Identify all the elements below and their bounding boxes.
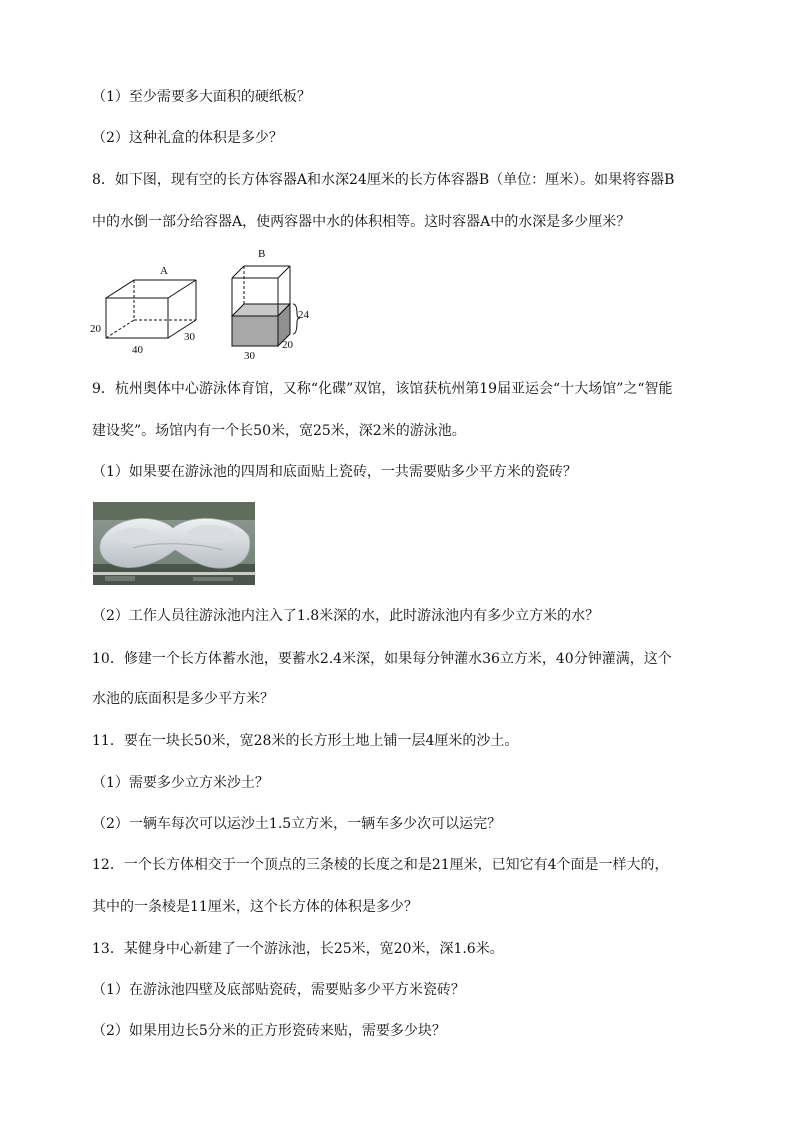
question-12-line-2: 其中的一条棱是11厘米，这个长方体的体积是多少？ xyxy=(92,899,418,915)
container-a-height: 20 xyxy=(90,323,101,335)
containers-figure xyxy=(86,244,326,364)
question-9-line-1: 9．杭州奥体中心游泳体育馆，又称“化碟”双馆，该馆获杭州第19届亚运会“十大场馆”之“智能 xyxy=(92,381,673,397)
question-7-part-1: （1）至少需要多大面积的硬纸板？ xyxy=(92,89,311,105)
container-a-length: 40 xyxy=(132,344,143,356)
question-13-part-1: （1）在游泳池四壁及底部贴瓷砖，需要贴多少平方米瓷砖？ xyxy=(92,982,465,998)
container-b xyxy=(232,266,300,346)
venue-photo xyxy=(93,502,255,585)
container-b-water-depth: 24 xyxy=(298,309,309,321)
container-b-width: 20 xyxy=(282,339,293,351)
question-9-line-2: 建设奖”。场馆内有一个长50米，宽25米，深2米的游泳池。 xyxy=(92,423,466,439)
question-11: 11．要在一块长50米，宽28米的长方形土地上铺一层4厘米的沙土。 xyxy=(92,733,519,749)
question-13: 13．某健身中心新建了一个游泳池，长25米，宽20米，深1.6米。 xyxy=(92,941,504,957)
container-a xyxy=(106,280,196,338)
question-12-line-1: 12．一个长方体相交于一个顶点的三条棱的长度之和是21厘米，已知它有4个面是一样大的， xyxy=(92,857,669,873)
question-13-part-2: （2）如果用边长5分米的正方形瓷砖来贴，需要多少块？ xyxy=(92,1023,446,1039)
question-7-part-2: （2）这种礼盒的体积是多少？ xyxy=(92,130,283,146)
question-8-line-2: 中的水倒一部分给容器A，使两容器中水的体积相等。这时容器A中的水深是多少厘米？ xyxy=(92,214,631,230)
question-9-part-2: （2）工作人员往游泳池内注入了1.8米深的水，此时游泳池内有多少立方米的水？ xyxy=(92,608,600,624)
question-11-part-1: （1）需要多少立方米沙土？ xyxy=(92,775,269,791)
question-9-part-1: （1）如果要在游泳池的四周和底面贴上瓷砖，一共需要贴多少平方米的瓷砖？ xyxy=(92,464,577,480)
question-10-line-1: 10．修建一个长方体蓄水池，要蓄水2.4米深，如果每分钟灌水36立方米，40分钟灌满，这个 xyxy=(92,651,672,667)
container-b-label: B xyxy=(258,248,266,260)
container-b-length: 30 xyxy=(244,350,255,362)
question-11-part-2: （2）一辆车每次可以运沙土1.5立方米，一辆车多少次可以运完？ xyxy=(92,816,502,832)
container-a-width: 30 xyxy=(184,331,195,343)
question-8-line-1: 8．如下图，现有空的长方体容器A和水深24厘米的长方体容器B（单位：厘米）。如果将容器B xyxy=(92,172,675,188)
question-10-line-2: 水池的底面积是多少平方米？ xyxy=(92,691,274,707)
container-a-label: A xyxy=(160,265,168,277)
